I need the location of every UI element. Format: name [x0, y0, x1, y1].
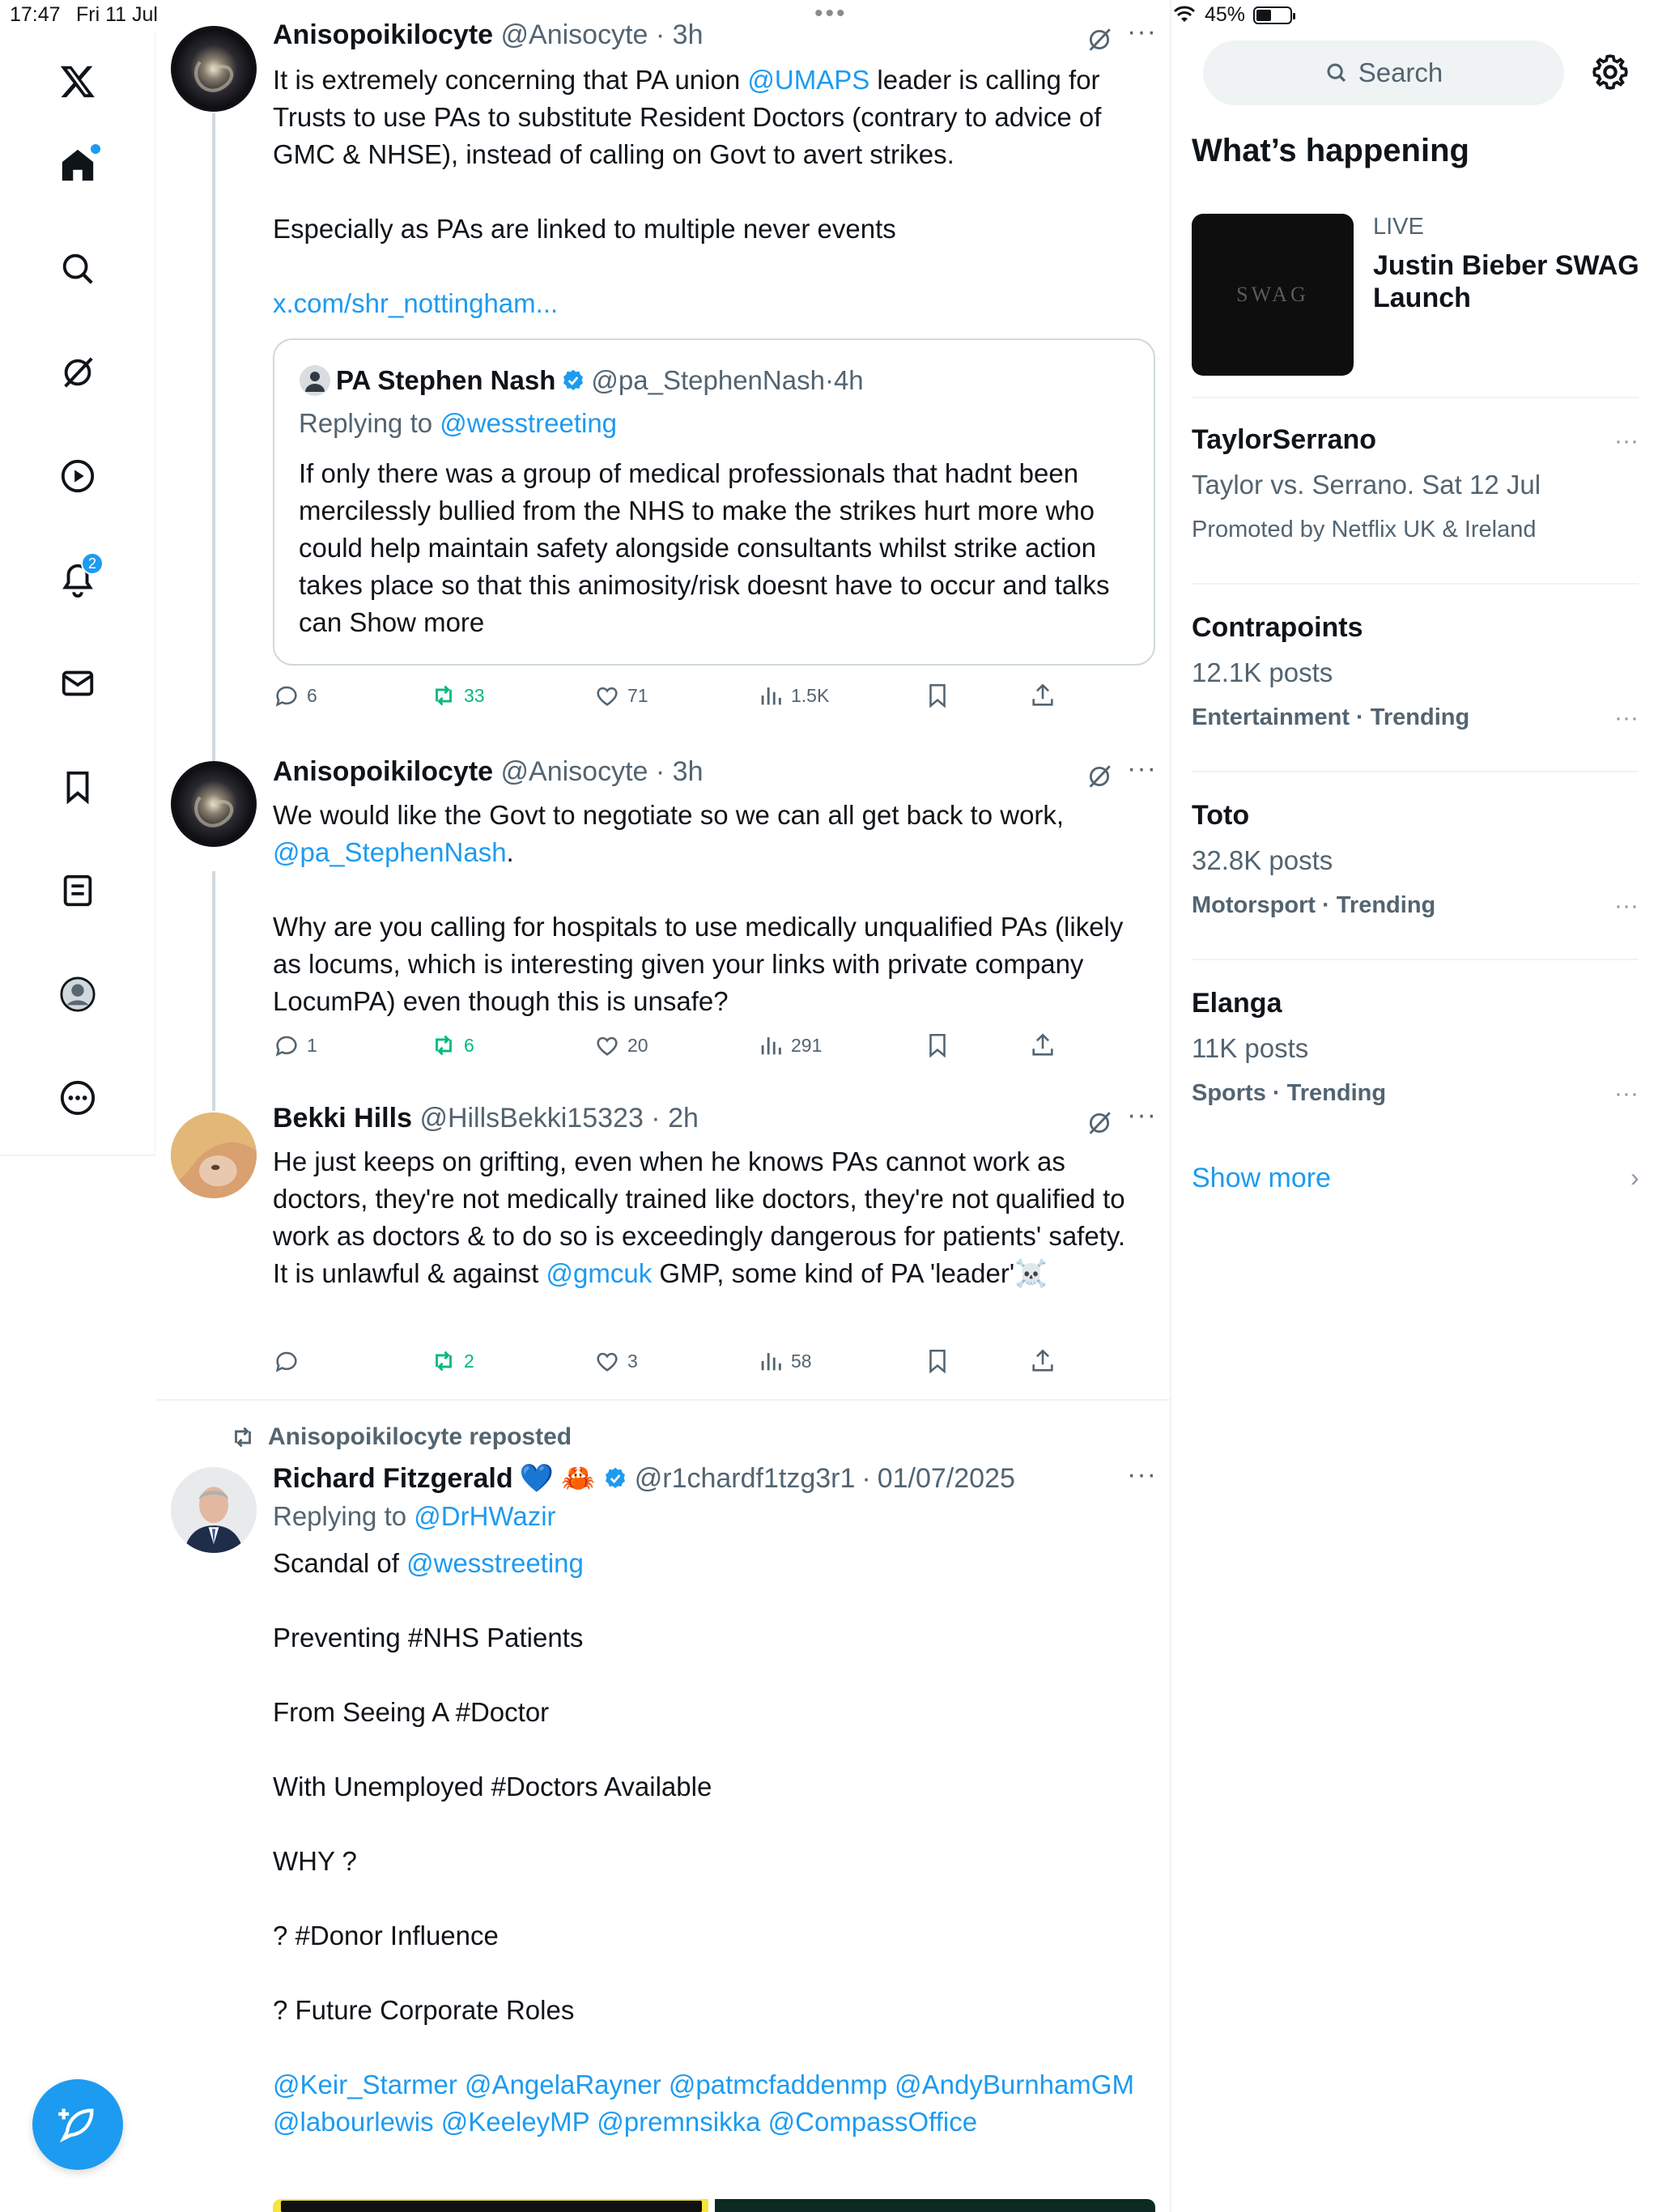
status-date: Fri 11 Jul [76, 3, 158, 26]
author-name[interactable]: Anisopoikilocyte [273, 756, 494, 787]
tweet-header: Richard Fitzgerald 💙 🦀 @r1chardf1tzg3r1 · 01/07/2025 [273, 1462, 1015, 1494]
live-title: Justin Bieber SWAG Launch [1373, 250, 1639, 313]
url-link[interactable]: x.com/shr_nottingham... [273, 288, 559, 318]
trend-item[interactable] [1192, 612, 1639, 758]
search-icon [1324, 61, 1349, 85]
trend-more-icon[interactable]: ··· [1614, 892, 1639, 919]
tweet-text-part: He just keeps on grifting, even when he knows PAs cannot work as doctors, they're not medically trained like doctors, they're not qualified to work as doctors & to do so is exceedingly dangerous for patients' safety. It is unlawful & against [273, 1146, 1133, 1288]
repost-context [229, 1423, 572, 1451]
reply-icon [273, 682, 300, 709]
trend-category: Entertainment · Trending [1192, 704, 1470, 730]
views-chart-icon [757, 1032, 784, 1059]
quoted-replying-to: Replying to @wesstreeting [299, 408, 618, 438]
tweet-actions [273, 1347, 1082, 1380]
more-dots-icon[interactable]: ··· [1127, 1459, 1157, 1490]
multitask-dots[interactable]: ••• [814, 0, 848, 27]
reply-icon [273, 1032, 300, 1059]
trend-item[interactable] [1192, 424, 1639, 570]
author-handle[interactable]: @Anisocyte [500, 756, 648, 787]
mention-link[interactable]: @wesstreeting [406, 1548, 584, 1578]
left-nav [0, 32, 155, 1156]
bookmark-button[interactable] [924, 1347, 951, 1375]
tweet-text-part: We would like the Govt to negotiate so we can all get back to work, [273, 800, 1072, 830]
divider [1192, 771, 1639, 772]
avatar[interactable] [171, 1467, 257, 1553]
trend-item[interactable] [1192, 800, 1639, 946]
repost-button[interactable]: 33 [430, 682, 485, 709]
home-unread-dot [91, 144, 100, 154]
live-tag: LIVE [1373, 214, 1424, 240]
tweet-header: Bekki Hills @HillsBekki15323 · 2h [273, 1103, 699, 1134]
tweet-text-part: leader is calling for Trusts to use PAs to substitute Resident Doctors (contrary to advice of GMC & NHSE), instead of calling on Govt to avert strikes. Especially as PAs are linked to multiple never events [273, 65, 1102, 244]
heart-icon [593, 1347, 621, 1375]
quoted-avatar[interactable] [299, 364, 331, 397]
reply-button[interactable]: 1 [273, 1032, 317, 1059]
nav-divider [0, 1155, 155, 1156]
tweet-time[interactable]: 3h [672, 756, 704, 787]
tweet-text [273, 62, 1147, 322]
trend-title: Elanga [1192, 988, 1282, 1019]
video-icon[interactable] [45, 444, 110, 508]
tweet-2[interactable] [156, 745, 1171, 1069]
share-icon [1029, 682, 1056, 709]
author-handle[interactable]: @r1chardf1tzg3r1 [634, 1462, 856, 1494]
mention-links[interactable]: @Keir_Starmer @AngelaRayner @patmcfaddenmp @AndyBurnhamGM @labourlewis @KeeleyMP @premnsikka @CompassOffice [273, 2069, 1142, 2137]
tweet-text [273, 797, 1147, 1020]
home-icon[interactable] [45, 133, 110, 198]
x-logo-icon[interactable] [45, 49, 110, 113]
tweet-text-part: It is extremely concerning that PA union [273, 65, 748, 95]
messages-envelope-icon[interactable] [45, 651, 110, 716]
more-options-icon[interactable] [45, 1066, 110, 1130]
whats-happening-title: What’s happening [1192, 133, 1469, 168]
quoted-author-name[interactable]: PA Stephen Nash [336, 365, 556, 395]
heart-icon [593, 682, 621, 709]
author-name[interactable]: Anisopoikilocyte [273, 19, 494, 50]
verified-badge-icon [602, 1465, 628, 1491]
status-time: 17:47 [10, 3, 61, 26]
tweet-text-part: . Why are you calling for hospitals to use medically unqualified PAs (likely as locums, which is interesting given your links with private company LocumPA) even though this is unsafe? [273, 837, 1124, 1016]
tweet-text [273, 1143, 1147, 1292]
repost-icon [430, 1032, 457, 1059]
bookmarks-icon[interactable] [45, 755, 110, 819]
battery-icon [1253, 6, 1292, 24]
grok-explain-icon[interactable] [1086, 1109, 1113, 1137]
quoted-tweet[interactable] [273, 338, 1155, 666]
reply-button[interactable]: 6 [273, 682, 317, 709]
trend-item[interactable] [1192, 988, 1639, 1134]
timeline [156, 0, 1171, 2212]
like-button[interactable]: 71 [593, 682, 648, 709]
tweet-header: Anisopoikilocyte @Anisocyte · 3h [273, 756, 704, 787]
like-button[interactable]: 3 [593, 1347, 638, 1375]
author-handle[interactable]: @HillsBekki15323 [419, 1103, 644, 1134]
compose-feather-icon [57, 2104, 99, 2146]
repost-icon [430, 1347, 457, 1375]
grok-explain-icon[interactable] [1086, 763, 1113, 790]
more-dots-icon[interactable]: ··· [1127, 16, 1157, 47]
trend-post-count: 12.1K posts [1192, 657, 1333, 687]
tweet-text-part: GMP, some kind of PA 'leader'☠️ [652, 1258, 1048, 1288]
share-icon [1029, 1347, 1056, 1375]
mention-link[interactable]: @DrHWazir [414, 1501, 556, 1531]
trend-meta: Promoted by Netflix UK & Ireland [1192, 517, 1537, 542]
notifications-badge: 2 [81, 552, 104, 575]
bookmark-button[interactable] [924, 682, 951, 709]
media-image-2[interactable] [715, 2199, 1155, 2212]
tweet-actions [273, 1032, 1082, 1064]
mention-link[interactable]: @UMAPS [747, 65, 870, 95]
quoted-header: PA Stephen Nash @pa_StephenNash · 4h [299, 364, 864, 397]
quoted-text: If only there was a group of medical professionals that hadnt been mercilessly bullied from the NHS to make the strikes hurt more who could help maintain safety alongside consultants whilst strike action takes place so that this animosity/risk doesnt have to occur and talks can Show more [299, 458, 1110, 637]
quoted-handle[interactable]: @pa_StephenNash [591, 365, 825, 395]
views-button[interactable]: 58 [757, 1347, 812, 1375]
author-handle[interactable]: @Anisocyte [500, 19, 648, 50]
author-name[interactable]: Richard Fitzgerald [273, 1462, 513, 1494]
lists-icon[interactable] [45, 858, 110, 923]
battery-level [1256, 10, 1271, 21]
live-event-card[interactable] [1192, 214, 1645, 376]
settings-gear-icon[interactable] [1590, 52, 1630, 92]
live-event-image: SWAG [1192, 214, 1354, 376]
tweet-1[interactable] [156, 0, 1171, 745]
mention-link[interactable]: @pa_StephenNash [273, 837, 507, 867]
divider [1192, 583, 1639, 585]
reply-icon [273, 1347, 300, 1375]
trend-post-count: 32.8K posts [1192, 845, 1333, 875]
grok-icon[interactable] [45, 340, 110, 405]
share-button[interactable] [1029, 682, 1056, 709]
bookmark-button[interactable] [924, 1032, 951, 1059]
share-icon [1029, 1032, 1056, 1059]
views-button[interactable]: 291 [757, 1032, 822, 1059]
tweet-4-repost[interactable] [156, 1401, 1171, 2212]
tweet-time[interactable]: 2h [668, 1103, 699, 1134]
trend-category: Sports · Trending [1192, 1080, 1387, 1106]
tweet-text [273, 1545, 1147, 2141]
author-name-emoji: 💙 🦀 [519, 1463, 596, 1494]
trend-more-icon[interactable]: ··· [1614, 1080, 1639, 1107]
reply-button[interactable] [273, 1347, 307, 1375]
explore-search-icon[interactable] [45, 236, 110, 301]
compose-post-button[interactable] [32, 2079, 123, 2170]
repost-button[interactable]: 2 [430, 1347, 474, 1375]
avatar[interactable] [171, 1112, 257, 1198]
mention-link[interactable]: @gmcuk [546, 1258, 653, 1288]
profile-avatar-icon[interactable] [45, 962, 110, 1027]
views-chart-icon [757, 1347, 784, 1375]
replying-to: Replying to @DrHWazir [273, 1501, 556, 1531]
battery-percent: 45% [1205, 3, 1246, 26]
tweet-3[interactable] [156, 1095, 1171, 1402]
repost-label[interactable]: Anisopoikilocyte reposted [268, 1423, 572, 1450]
author-name[interactable]: Bekki Hills [273, 1103, 412, 1134]
tweet-text-part: Scandal of [273, 1548, 407, 1578]
quoted-time: 4h [833, 365, 864, 395]
trend-more-icon[interactable]: ··· [1614, 428, 1639, 454]
grok-explain-icon[interactable] [1086, 26, 1113, 53]
views-chart-icon [757, 682, 784, 709]
show-more-link[interactable]: Show more [349, 607, 485, 637]
trend-subtitle: Taylor vs. Serrano. Sat 12 Jul [1192, 470, 1541, 500]
status-right [1172, 3, 1658, 27]
share-button[interactable] [1029, 1032, 1056, 1059]
repost-button[interactable]: 6 [430, 1032, 474, 1059]
trend-more-icon[interactable]: ··· [1614, 704, 1639, 731]
show-more-link[interactable]: Show more [1192, 1163, 1331, 1193]
trend-category: Motorsport · Trending [1192, 892, 1436, 918]
trend-post-count: 11K posts [1192, 1033, 1309, 1063]
avatar[interactable] [171, 26, 257, 112]
bookmark-icon [924, 1032, 951, 1059]
repost-icon [430, 682, 457, 709]
search-placeholder: Search [1358, 57, 1443, 87]
wifi-icon [1172, 6, 1197, 25]
more-dots-icon[interactable]: ··· [1127, 1100, 1157, 1130]
media-image-1[interactable] [273, 2199, 708, 2212]
tweet-time[interactable]: 3h [672, 19, 704, 50]
more-dots-icon[interactable]: ··· [1127, 753, 1157, 784]
tweet-text-part: Preventing #NHS Patients From Seeing A #Doctor With Unemployed #Doctors Available WHY ? ? #Donor Influence ? Future Corporate Roles [273, 1623, 712, 2025]
repost-context-icon [229, 1423, 257, 1451]
avatar[interactable] [171, 761, 257, 847]
search-box[interactable] [1203, 40, 1564, 105]
mention-link[interactable]: @wesstreeting [440, 408, 618, 438]
share-button[interactable] [1029, 1347, 1056, 1375]
views-button[interactable]: 1.5K [757, 682, 829, 709]
bookmark-icon [924, 682, 951, 709]
tweet-header: Anisopoikilocyte @Anisocyte · 3h [273, 19, 704, 50]
trend-title: TaylorSerrano [1192, 424, 1377, 455]
notifications-bell-icon[interactable] [45, 547, 110, 612]
tweet-time[interactable]: 01/07/2025 [877, 1462, 1015, 1494]
trend-title: Toto [1192, 800, 1250, 831]
divider [1192, 397, 1639, 398]
bookmark-icon [924, 1347, 951, 1375]
heart-icon [593, 1032, 621, 1059]
divider [1192, 959, 1639, 960]
verified-badge-icon [560, 368, 586, 393]
chevron-right-icon[interactable]: › [1630, 1163, 1639, 1192]
tweet-actions [273, 682, 1082, 714]
like-button[interactable]: 20 [593, 1032, 648, 1059]
trend-title: Contrapoints [1192, 612, 1363, 643]
